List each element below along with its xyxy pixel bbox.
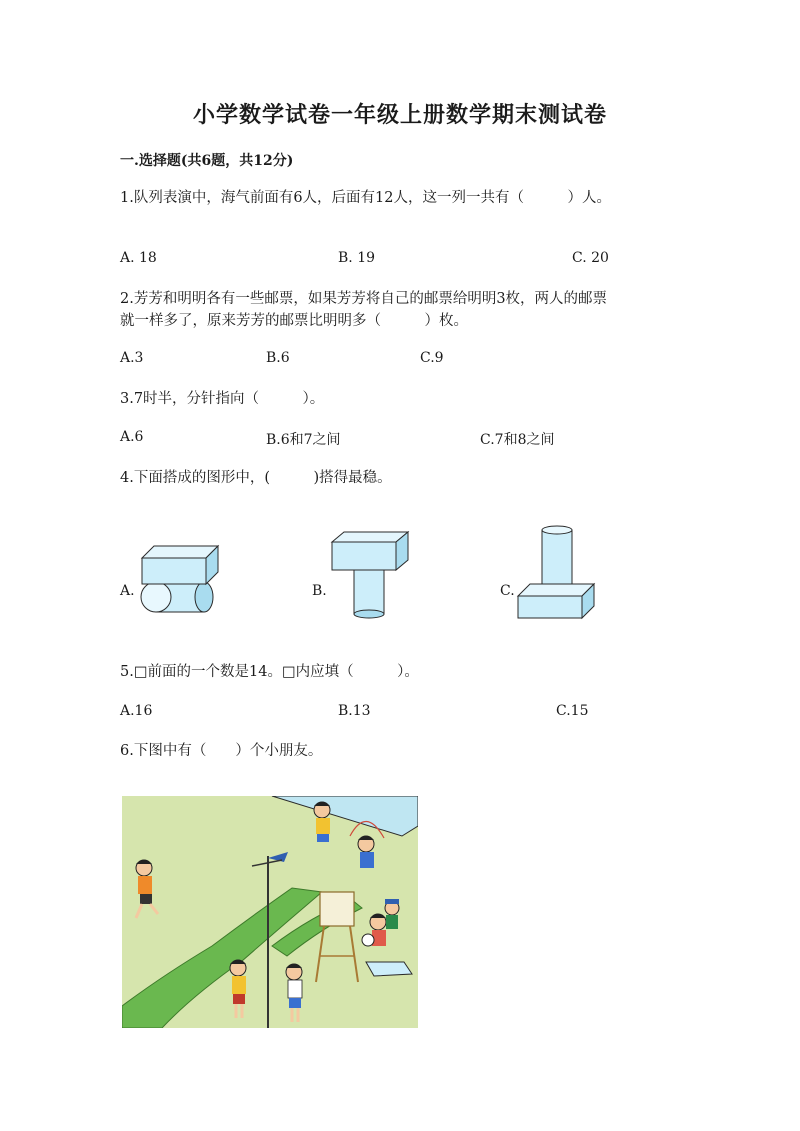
q1-option-a[interactable]: A. 18	[120, 250, 157, 266]
children-playground-illustration	[122, 796, 418, 1028]
q2-option-b[interactable]: B.6	[266, 350, 290, 366]
q5-option-c[interactable]: C.15	[556, 703, 589, 719]
question-4: 4.下面搭成的图形中，( )搭得最稳。	[120, 470, 392, 486]
q4-option-b[interactable]: B.	[312, 583, 327, 599]
q1-option-c[interactable]: C. 20	[572, 250, 609, 266]
q1-option-b[interactable]: B. 19	[338, 250, 376, 266]
question-2-line-2: 就一样多了，原来芳芳的邮票比明明多（ ）枚。	[120, 313, 468, 329]
question-1: 1.队列表演中，海气前面有6人，后面有12人，这一列一共有（ ）人。	[120, 190, 612, 206]
q3-option-c[interactable]: C.7和8之间	[480, 432, 555, 448]
figure-b-block-on-cylinder	[328, 530, 414, 620]
figure-a-block-on-cylinder	[138, 538, 224, 618]
q3-option-b[interactable]: B.6和7之间	[266, 432, 341, 448]
q2-option-c[interactable]: C.9	[420, 350, 444, 366]
question-5: 5.□前面的一个数是14。□内应填（ ）。	[120, 664, 419, 680]
question-6: 6.下图中有（ ）个小朋友。	[120, 743, 323, 759]
q2-option-a[interactable]: A.3	[120, 350, 144, 366]
q5-option-b[interactable]: B.13	[338, 703, 371, 719]
question-2-line-1: 2.芳芳和明明各有一些邮票，如果芳芳将自己的邮票给明明3枚，两人的邮票	[120, 291, 608, 307]
q4-option-c[interactable]: C.	[500, 583, 515, 599]
question-3: 3.7时半，分针指向（ ）。	[120, 391, 325, 407]
q3-option-a[interactable]: A.6	[120, 429, 144, 445]
figure-c-cylinder-on-block	[516, 522, 602, 622]
q5-option-a[interactable]: A.16	[120, 703, 153, 719]
section-heading: 一.选择题(共6题，共12分)	[120, 153, 294, 169]
page-title: 小学数学试卷一年级上册数学期末测试卷	[192, 102, 607, 128]
q4-option-a[interactable]: A.	[120, 583, 135, 599]
